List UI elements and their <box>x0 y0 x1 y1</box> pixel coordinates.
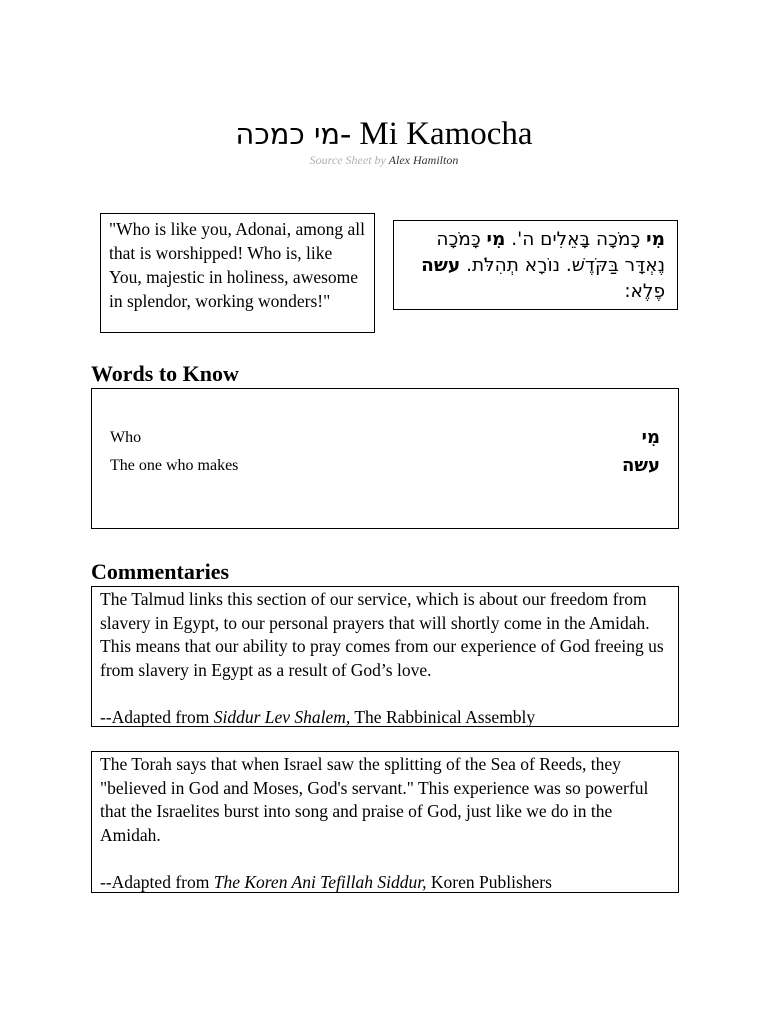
vocab-row <box>110 427 660 453</box>
hebrew-bold-word-1: מִי <box>646 229 665 250</box>
byline-author-link[interactable]: Alex Hamilton <box>388 153 459 167</box>
vocab-english: The one who makes <box>110 457 239 474</box>
commentary-source <box>100 871 670 895</box>
commentaries-heading: Commentaries <box>91 559 230 584</box>
words-to-know-heading: Words to Know <box>91 361 239 386</box>
commentary-text: The Torah says that when Israel saw the splitting of the Sea of Reeds, they "believed in God and Moses, God's servant." This experience was so powerful that the Israelites burst into song and praise of God, just like we do in the Amidah. <box>100 754 649 845</box>
commentary-text: The Talmud links this section of our service, which is about our freedom from slavery in Egypt, to our personal prayers that will shortly come in the Amidah. This means that our ability to pray comes from our experience of God freeing us from slavery in Egypt as a result of God’s love. <box>100 589 664 680</box>
commentary-box <box>91 751 679 893</box>
vocab-hebrew: מִי <box>641 427 660 448</box>
vocab-row <box>110 455 660 481</box>
hebrew-text-2: כָּמֹכָה נֶאְדָּר בַּקֹּדֶשׁ. נוֹרָא תְהִלֹּת. <box>436 229 665 276</box>
page-title <box>0 112 768 156</box>
source-publisher: The Rabbinical Assembly <box>350 706 536 727</box>
prayer-translation-text: "Who is like you, Adonai, among all that is worshipped! Who is, like You, majestic in holiness, awesome in splendor, working wonders!" <box>109 219 365 311</box>
hebrew-text-3: פֶלֶא: <box>624 281 665 302</box>
commentary-box <box>91 586 679 727</box>
byline-prefix: Source Sheet by <box>309 153 386 167</box>
byline <box>0 153 768 168</box>
vocabulary-box <box>91 388 679 529</box>
source-publisher: Koren Publishers <box>426 871 552 892</box>
source-prefix: --Adapted from <box>100 871 214 892</box>
prayer-translation-box <box>100 213 375 333</box>
source-prefix: --Adapted from <box>100 706 214 727</box>
vocab-hebrew: עשה <box>621 455 660 476</box>
vocab-english: Who <box>110 429 142 446</box>
title-english: - Mi Kamocha <box>340 116 533 152</box>
hebrew-text-1: כָמֹכָה בָּאֵלִים ה'. <box>505 229 647 250</box>
title-hebrew: מי כמכה <box>235 117 341 151</box>
hebrew-bold-word-3: עשה <box>421 255 461 276</box>
commentary-source <box>100 706 670 730</box>
source-title: The Koren Ani Tefillah Siddur, <box>213 871 427 892</box>
hebrew-bold-word-2: מִי <box>486 229 506 250</box>
source-title: Siddur Lev Shalem, <box>213 706 351 727</box>
prayer-hebrew-box <box>393 220 678 310</box>
